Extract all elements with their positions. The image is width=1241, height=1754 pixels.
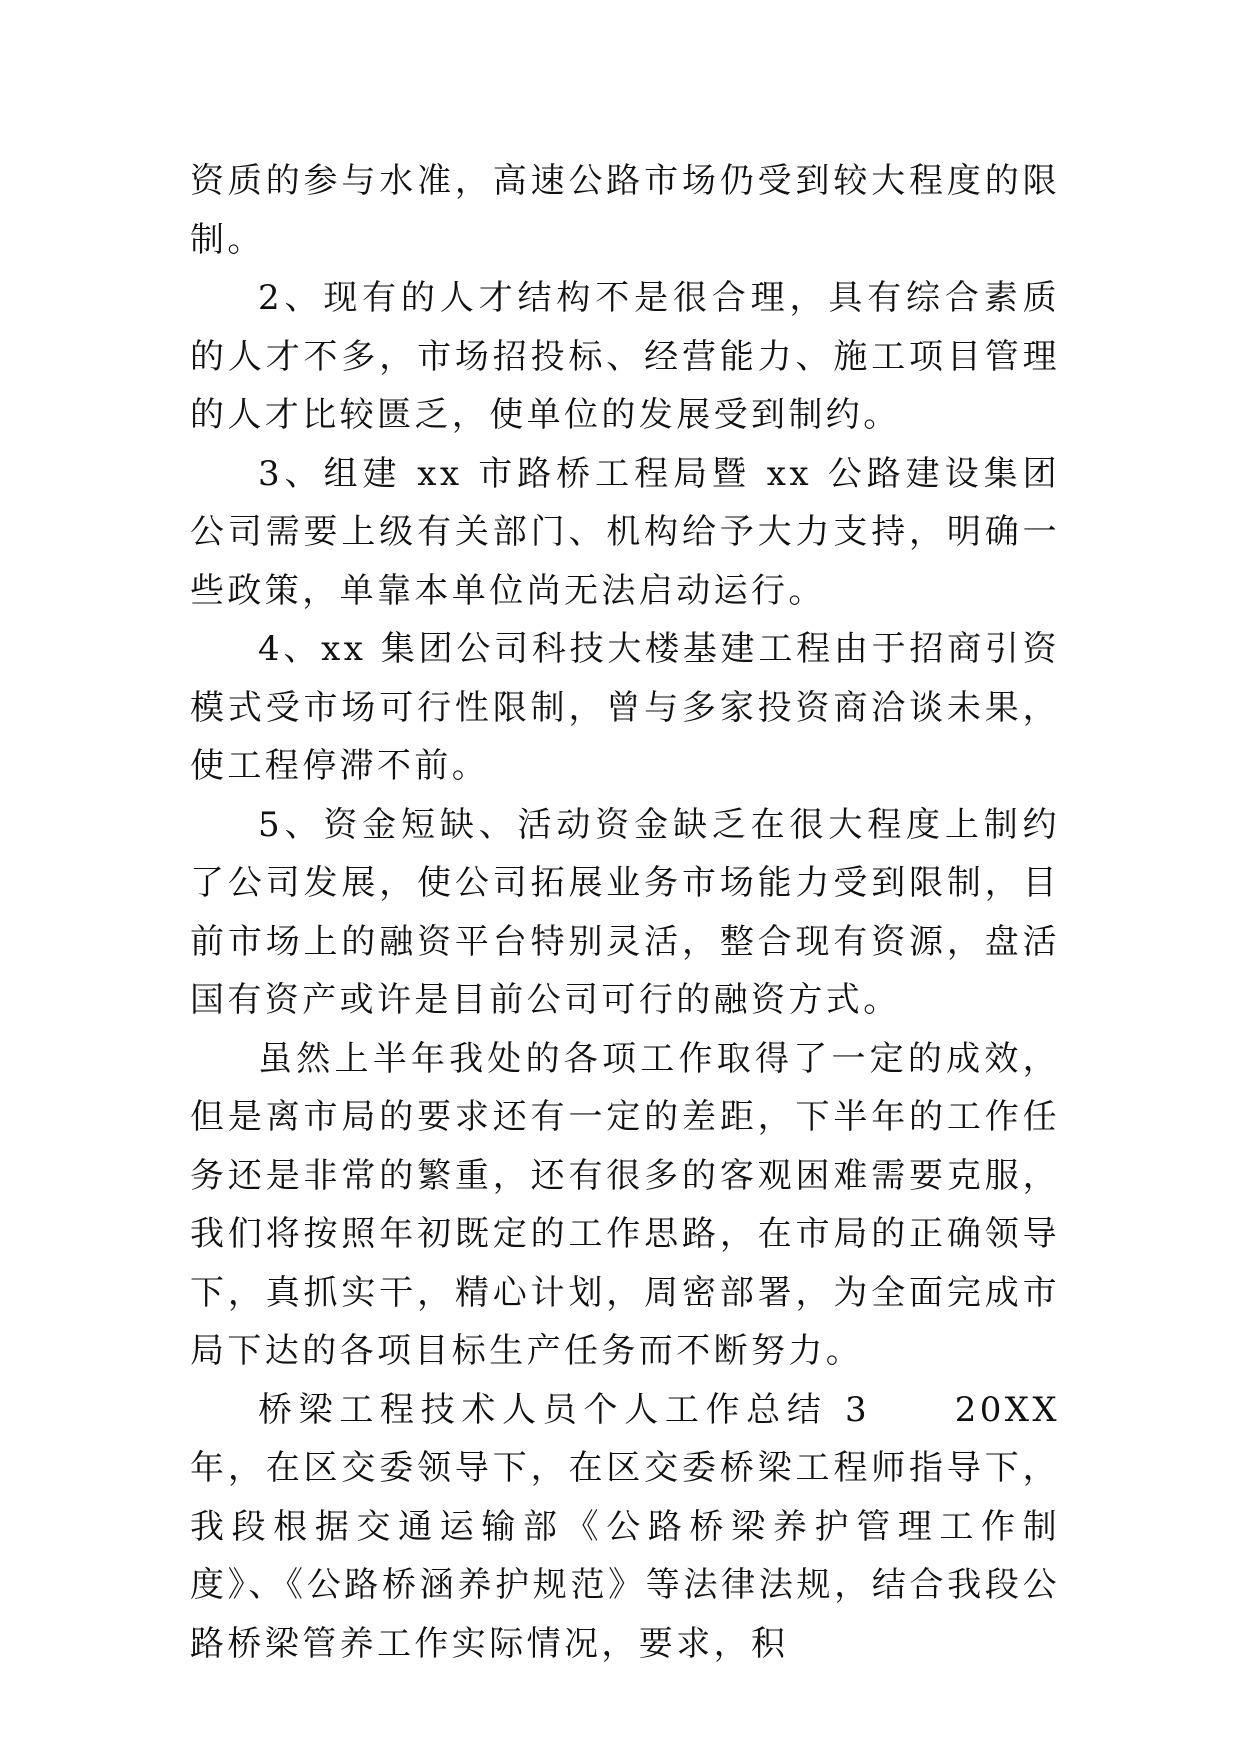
paragraph-1: 资质的参与水准，高速公路市场仍受到较大程度的限制。 (190, 161, 1060, 260)
paragraph-7: 桥梁工程技术人员个人工作总结 3 20XX 年，在区交委领导下，在区交委桥梁工程师指导下，我段根据交通运输部《公路桥梁养护管理工作制度》、《公路桥涵养护规范》等法律法规，结合我段公路桥梁管养工作实际情况，要求，积 (190, 1389, 1060, 1664)
paragraph-5: 5、资金短缺、活动资金缺乏在很大程度上制约了公司发展，使公司拓展业务市场能力受到限制，目前市场上的融资平台特别灵活，整合现有资源，盘活国有资产或许是目前公司可行的融资方式。 (190, 804, 1060, 1020)
paragraph-4: 4、xx 集团公司科技大楼基建工程由于招商引资模式受市场可行性限制，曾与多家投资商洽谈未果，使工程停滞不前。 (190, 629, 1060, 786)
paragraph-2: 2、现有的人才结构不是很合理，具有综合素质的人才不多，市场招投标、经营能力、施工项目管理的人才比较匮乏，使单位的发展受到制约。 (190, 278, 1060, 435)
document-body (190, 152, 1060, 1673)
paragraph-6: 虽然上半年我处的各项工作取得了一定的成效，但是离市局的要求还有一定的差距，下半年的工作任务还是非常的繁重，还有很多的客观困难需要克服，我们将按照年初既定的工作思路，在市局的正确领导下，真抓实干，精心计划，周密部署，为全面完成市局下达的各项目标生产任务而不断努力。 (190, 1038, 1060, 1371)
paragraph-3: 3、组建 xx 市路桥工程局暨 xx 公路建设集团公司需要上级有关部门、机构给予大力支持，明确一些政策，单靠本单位尚无法启动运行。 (190, 453, 1060, 611)
